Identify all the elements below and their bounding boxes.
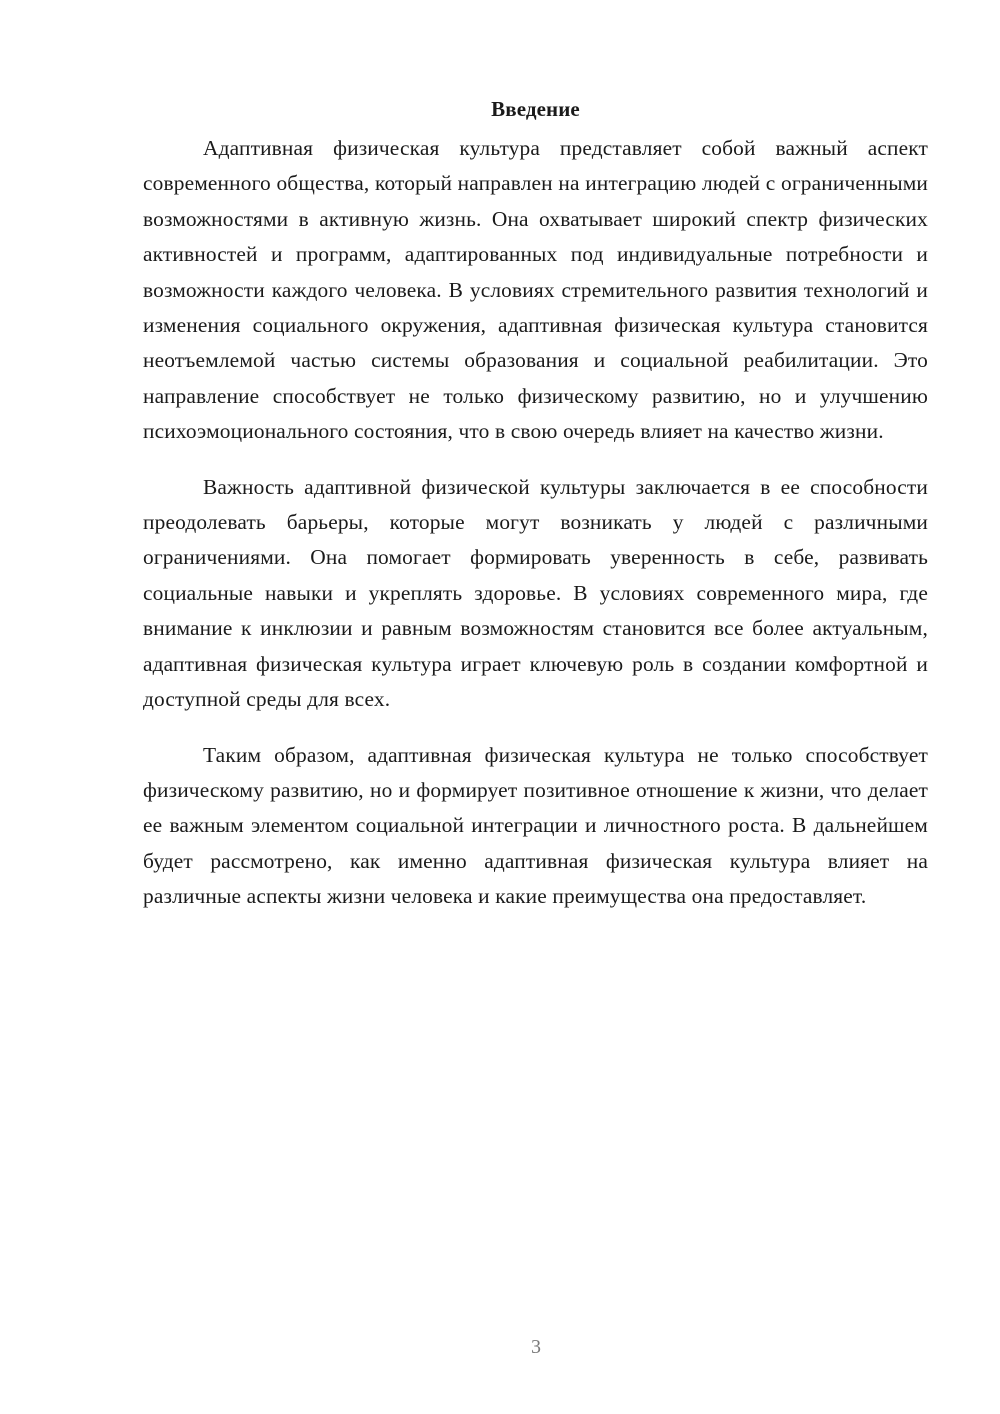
- page-number: 3: [531, 1336, 541, 1358]
- paragraph-3: Таким образом, адаптивная физическая культура не только способствует физическому развитию, но и формирует позитивное отношение к жизни, что делает ее важным элементом социальной интеграции и личностного роста. В дальнейшем будет рассмотрено, как именно адаптивная физическая культура влияет на различные аспекты жизни человека и какие преимущества она предоставляет.: [143, 742, 928, 909]
- page-content: [143, 92, 928, 935]
- page-title: Введение: [491, 97, 580, 121]
- paragraph-1: Адаптивная физическая культура представляет собой важный аспект современного общества, который направлен на интеграцию людей с ограниченными возможностями в активную жизнь. Она охватывает широкий спектр физических активностей и программ, адаптированных под индивидуальные потребности и возможности каждого человека. В условиях стремительного развития технологий и изменения социального окружения, адаптивная физическая культура становится неотъемлемой частью системы образования и социальной реабилитации. Это направление способствует не только физическому развитию, но и улучшению психоэмоционального состояния, что в свою очередь влияет на качество жизни.: [143, 136, 928, 444]
- paragraph-2: Важность адаптивной физической культуры заключается в ее способности преодолевать барьеры, которые могут возникать у людей с различными ограничениями. Она помогает формировать уверенность в себе, развивать социальные навыки и укреплять здоровье. В условиях современного мира, где внимание к инклюзии и равным возможностям становится все более актуальным, адаптивная физическая культура играет ключевую роль в создании комфортной и доступной среды для всех.: [143, 474, 928, 712]
